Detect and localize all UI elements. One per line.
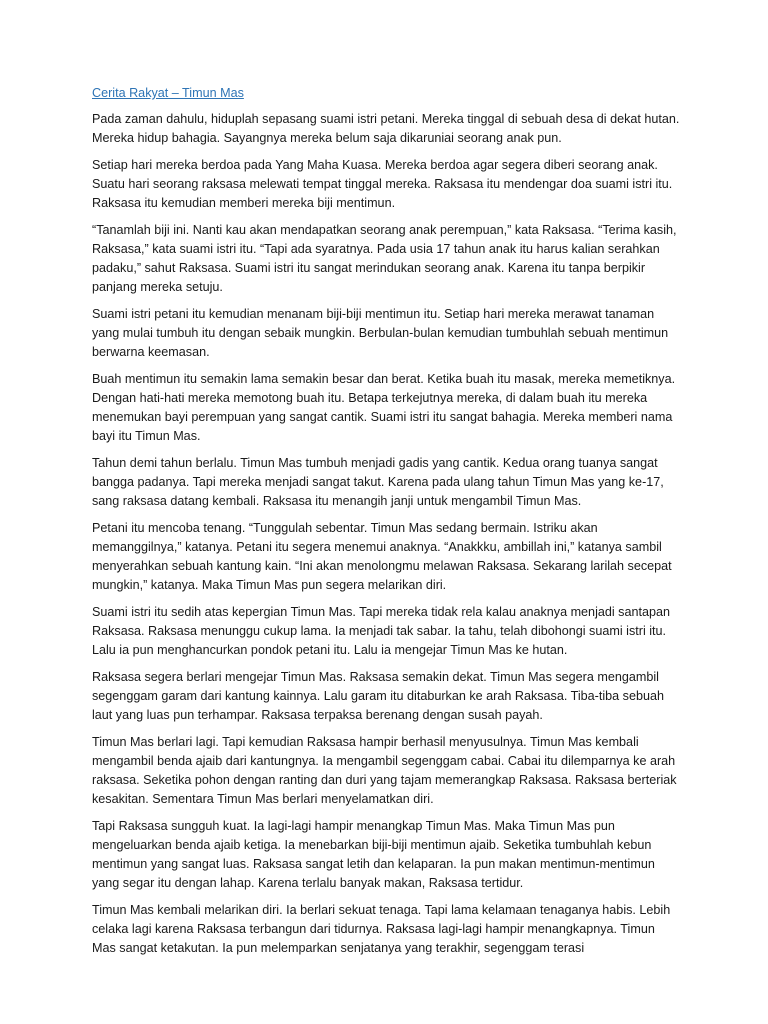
document-title-link[interactable]: Cerita Rakyat – Timun Mas xyxy=(92,86,244,100)
document-body xyxy=(92,84,682,966)
paragraph-7: Petani itu mencoba tenang. “Tunggulah sebentar. Timun Mas sedang bermain. Istriku akan memanggilnya,” katanya. Petani itu segera menemui anaknya. “Anakkku, ambillah ini,” katanya sambil menyerahkan sebuah kantung kain. “Ini akan menolongmu melawan Raksasa. Sekarang larilah secepat mungkin,” katanya. Maka Timun Mas pun segera melarikan diri. xyxy=(92,521,672,592)
paragraph-12: Timun Mas kembali melarikan diri. Ia berlari sekuat tenaga. Tapi lama kelamaan tenaganya habis. Lebih celaka lagi karena Raksasa terbangun dari tidurnya. Raksasa lagi-lagi hampir menangkapnya. Timun Mas sangat ketakutan. Ia pun melemparkan senjatanya yang terakhir, segenggam terasi xyxy=(92,903,671,955)
paragraph-10: Timun Mas berlari lagi. Tapi kemudian Raksasa hampir berhasil menyusulnya. Timun Mas kembali mengambil benda ajaib dari kantungnya. Ia mengambil segenggam cabai. Cabai itu dilemparnya ke arah raksasa. Seketika pohon dengan ranting dan duri yang tajam memerangkap Raksasa. Raksasa berteriak kesakitan. Sementara Timun Mas berlari menyelamatkan diri. xyxy=(92,735,677,806)
paragraph-9: Raksasa segera berlari mengejar Timun Mas. Raksasa semakin dekat. Timun Mas segera mengambil segenggam garam dari kantung kainnya. Lalu garam itu ditaburkan ke arah Raksasa. Tiba-tiba sebuah laut yang luas pun terhampar. Raksasa terpaksa berenang dengan susah payah. xyxy=(92,670,664,722)
paragraph-1: Pada zaman dahulu, hiduplah sepasang suami istri petani. Mereka tinggal di sebuah desa di dekat hutan. Mereka hidup bahagia. Sayangnya mereka belum saja dikaruniai seorang anak pun. xyxy=(92,112,680,145)
paragraph-11: Tapi Raksasa sungguh kuat. Ia lagi-lagi hampir menangkap Timun Mas. Maka Timun Mas pun mengeluarkan benda ajaib ketiga. Ia menebarkan biji-biji mentimun ajaib. Seketika tumbuhlah kebun mentimun yang sangat luas. Raksasa sangat letih dan kelaparan. Ia pun makan mentimun-mentimun yang segar itu dengan lahap. Karena terlalu banyak makan, Raksasa tertidur. xyxy=(92,819,655,890)
paragraph-5: Buah mentimun itu semakin lama semakin besar dan berat. Ketika buah itu masak, mereka memetiknya. Dengan hati-hati mereka memotong buah itu. Betapa terkejutnya mereka, di dalam buah itu mereka menemukan bayi perempuan yang sangat cantik. Suami istri itu sangat bahagia. Mereka memberi nama bayi itu Timun Mas. xyxy=(92,372,676,443)
paragraph-6: Tahun demi tahun berlalu. Timun Mas tumbuh menjadi gadis yang cantik. Kedua orang tuanya sangat bangga padanya. Tapi mereka menjadi sangat takut. Karena pada ulang tahun Timun Mas yang ke-17, sang raksasa datang kembali. Raksasa itu menangih janji untuk mengambil Timun Mas. xyxy=(92,456,664,508)
paragraph-8: Suami istri itu sedih atas kepergian Timun Mas. Tapi mereka tidak rela kalau anaknya menjadi santapan Raksasa. Raksasa menunggu cukup lama. Ia menjadi tak sabar. Ia tahu, telah dibohongi suami istri itu. Lalu ia pun menghancurkan pondok petani itu. Lalu ia mengejar Timun Mas ke hutan. xyxy=(92,605,670,657)
paragraph-3: “Tanamlah biji ini. Nanti kau akan mendapatkan seorang anak perempuan,” kata Raksasa. “Terima kasih, Raksasa,” kata suami istri itu. “Tapi ada syaratnya. Pada usia 17 tahun anak itu harus kalian serahkan padaku,” sahut Raksasa. Suami istri itu sangat merindukan seorang anak. Karena itu tanpa berpikir panjang mereka setuju. xyxy=(92,223,677,294)
paragraph-2: Setiap hari mereka berdoa pada Yang Maha Kuasa. Mereka berdoa agar segera diberi seorang anak. Suatu hari seorang raksasa melewati tempat tinggal mereka. Raksasa itu mendengar doa suami istri itu. Raksasa itu kemudian memberi mereka biji mentimun. xyxy=(92,158,673,210)
paragraph-4: Suami istri petani itu kemudian menanam biji-biji mentimun itu. Setiap hari mereka merawat tanaman yang mulai tumbuh itu dengan sebaik mungkin. Berbulan-bulan kemudian tumbuhlah sebuah mentimun berwarna keemasan. xyxy=(92,307,669,359)
